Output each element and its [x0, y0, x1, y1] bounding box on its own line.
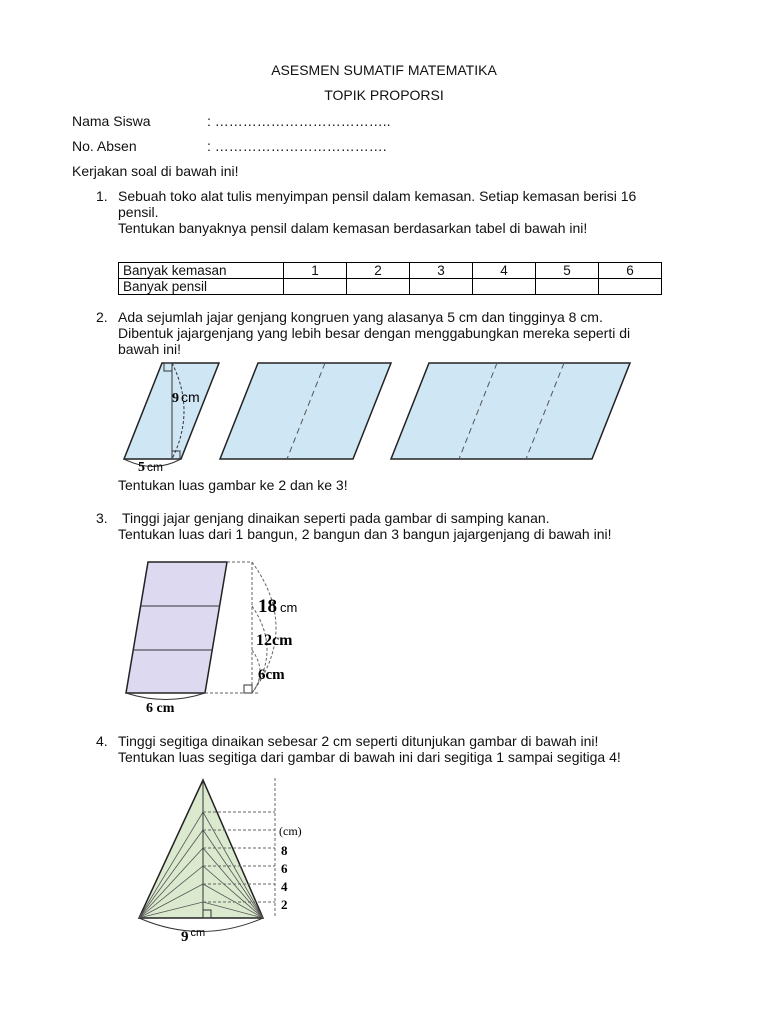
table-row-label: Banyak kemasan [119, 263, 284, 279]
right-angle-mark [244, 685, 252, 693]
q1-number: 1. [96, 188, 108, 204]
q4-tick-4: 4 [281, 879, 288, 894]
absen-label: No. Absen [72, 138, 137, 154]
q4-unit-label: (cm) [279, 824, 302, 838]
q3-number: 3. [96, 510, 108, 526]
table-header-cell: 5 [536, 263, 599, 279]
name-field: : ……………………………….. [207, 113, 391, 129]
q3-parallelogram [126, 562, 227, 693]
q2-line1: Ada sejumlah jajar genjang kongruen yang alasanya 5 cm dan tingginya 8 cm. [118, 309, 603, 325]
q4-line2: Tentukan luas segitiga dari gambar di bawah ini dari segitiga 1 sampai segitiga 4! [118, 749, 621, 765]
instruction: Kerjakan soal di bawah ini! [72, 163, 239, 179]
q3-line2: Tentukan luas dari 1 bangun, 2 bangun dan 3 bangun jajargenjang di bawah ini! [118, 526, 612, 542]
table-header-cell: 1 [284, 263, 347, 279]
height-label: 9 cm [172, 389, 200, 406]
q1-line3: Tentukan banyaknya pensil dalam kemasan berdasarkan tabel di bawah ini! [118, 220, 588, 236]
base-label: 5 cm [138, 460, 163, 475]
parallelogram-fig3 [391, 363, 630, 459]
q4-number: 4. [96, 733, 108, 749]
q2-question: Tentukan luas gambar ke 2 dan ke 3! [118, 477, 348, 493]
table-row-label: Banyak pensil [119, 279, 284, 295]
q3-label-6: 6cm [258, 667, 285, 683]
table-header-cell: 6 [599, 263, 662, 279]
name-label: Nama Siswa [72, 113, 151, 129]
table-header-cell: 2 [347, 263, 410, 279]
q4-tick-6: 6 [281, 861, 288, 876]
q3-base-arc [126, 693, 205, 700]
q4-tick-2: 2 [281, 897, 288, 912]
document-subtitle: TOPIK PROPORSI [324, 87, 444, 103]
q3-label-12: 12cm [256, 632, 293, 649]
table-header-cell: 4 [473, 263, 536, 279]
absen-field: : ………………………………. [207, 138, 387, 154]
table-header-cell: 3 [410, 263, 473, 279]
q1-line1: Sebuah toko alat tulis menyimpan pensil dalam kemasan. Setiap kemasan berisi 16 [118, 188, 637, 204]
q3-base-label: 6 cm [146, 701, 175, 716]
q2-line3: bawah ini! [118, 341, 182, 357]
q4-line1: Tinggi segitiga dinaikan sebesar 2 cm seperti ditunjukan gambar di bawah ini! [118, 733, 599, 749]
q2-line2: Dibentuk jajargenjang yang lebih besar dengan menggabungkan mereka seperti di [118, 325, 631, 341]
q4-base-label: 9 $^{cm}$ [181, 927, 206, 945]
q3-label-18: 18 cm [258, 596, 298, 617]
q2-number: 2. [96, 309, 108, 325]
q1-line2: pensil. [118, 204, 159, 220]
q3-line1: Tinggi jajar genjang dinaikan seperti pada gambar di samping kanan. [122, 510, 550, 526]
document-title: ASESMEN SUMATIF MATEMATIKA [271, 62, 497, 78]
q4-tick-8: 8 [281, 843, 288, 858]
